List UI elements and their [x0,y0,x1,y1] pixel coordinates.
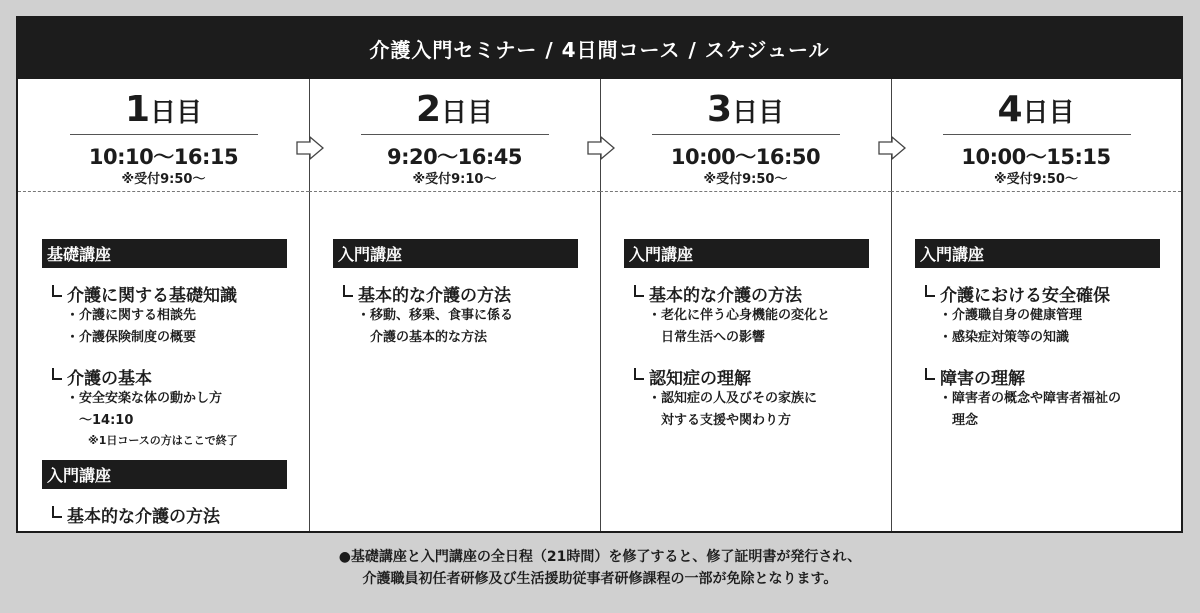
topic-item: ・感染症対策等の知識 [939,330,1070,345]
topic-label: 介護に関する基礎知識 [67,286,237,306]
day-column-2 [309,79,601,531]
day-number: 4 [997,89,1023,130]
topic-item: 〜14:10 [66,413,134,428]
day-time: 10:00〜15:15 [961,145,1111,169]
corner-bracket-icon [343,285,353,297]
reception-time: ※受付9:50〜 [121,172,206,187]
schedule-title: 介護入門セミナー / 4日間コース / スケジュール [18,18,1181,79]
heading-underline [652,134,840,135]
topic-label: 介護の基本 [67,369,152,389]
section-header: 入門講座 [624,239,869,268]
day-heading [600,89,891,130]
section-header: 入門講座 [915,239,1160,268]
topic-item: ・安全安楽な体の動かし方 [66,391,223,406]
topic [925,364,1025,389]
topic-item: ・老化に伴う心身機能の変化と [648,308,831,323]
topic-label: 基本的な介護の方法 [649,286,802,306]
topic-item: ・移動、移乗、食事に係る [357,308,514,323]
corner-bracket-icon [52,506,62,518]
day-unit: 日目 [150,98,203,128]
topic-item: ・介護に関する相談先 [66,308,197,323]
section-header: 基礎講座 [42,239,287,268]
day-time: 10:00〜16:50 [670,145,821,169]
topic-label: 基本的な介護の方法 [67,507,220,527]
dashed-divider [891,191,1181,192]
day-number: 2 [415,89,442,130]
day-heading [309,89,600,130]
corner-bracket-icon [925,368,935,380]
reception-time: ※受付9:50〜 [703,172,788,187]
heading-underline [361,134,549,135]
topic-item: 日常生活への影響 [648,330,766,345]
day-column-1 [18,79,310,531]
footer-note [0,546,1200,590]
reception-time: ※受付9:50〜 [994,172,1078,187]
chevron-right-arrow-icon [587,136,615,160]
topic-item: ・認知症の人及びその家族に [648,391,818,406]
heading-underline [70,134,258,135]
day-unit: 日目 [1022,98,1075,128]
chevron-right-arrow-icon [878,136,906,160]
day-column-3 [600,79,892,531]
schedule-frame [16,16,1183,533]
day-column-4 [891,79,1181,531]
chevron-right-arrow-icon [296,136,324,160]
topic-label: 障害の理解 [940,369,1025,389]
day-unit: 日目 [441,98,494,128]
topic-item: ・障害者の概念や障害者福祉の [939,391,1122,406]
heading-underline [943,134,1131,135]
topic-label: 認知症の理解 [649,369,751,389]
topic-item: ・介護保険制度の概要 [66,330,197,345]
topic-label: 介護における安全確保 [940,286,1110,306]
topic-item: ・介護職自身の健康管理 [939,308,1083,323]
dashed-divider [309,191,600,192]
corner-bracket-icon [634,285,644,297]
dashed-divider [600,191,891,192]
topic [52,364,152,389]
topic [634,281,802,306]
topic [634,364,751,389]
corner-bracket-icon [52,285,62,297]
section-header: 入門講座 [42,460,287,489]
day-heading [891,89,1181,130]
corner-bracket-icon [52,368,62,380]
topic [343,281,511,306]
reception-time: ※受付9:10〜 [412,172,497,187]
day-unit: 日目 [732,98,785,128]
topic-item: 対する支援や関わり方 [648,413,792,428]
dashed-divider [18,191,309,192]
day-number: 1 [124,89,151,130]
corner-bracket-icon [925,285,935,297]
topic-note: ※1日コースの方はここで終了 [88,434,238,447]
day-number: 3 [706,89,733,130]
topic [52,281,237,306]
topic-item: 理念 [939,413,979,428]
section-header: 入門講座 [333,239,578,268]
day-heading [18,89,309,130]
corner-bracket-icon [634,368,644,380]
day-time: 9:20〜16:45 [386,145,523,169]
footer-line-1: ●基礎講座と入門講座の全日程（21時間）を修了すると、修了証明書が発行され、 [338,549,862,565]
topic-label: 基本的な介護の方法 [358,286,511,306]
topic-item: 介護の基本的な方法 [357,330,488,345]
day-time: 10:10〜16:15 [88,145,239,169]
footer-line-2: 介護職員初任者研修及び生活援助従事者研修課程の一部が免除となります。 [362,571,838,587]
topic [52,502,220,527]
topic [925,281,1110,306]
